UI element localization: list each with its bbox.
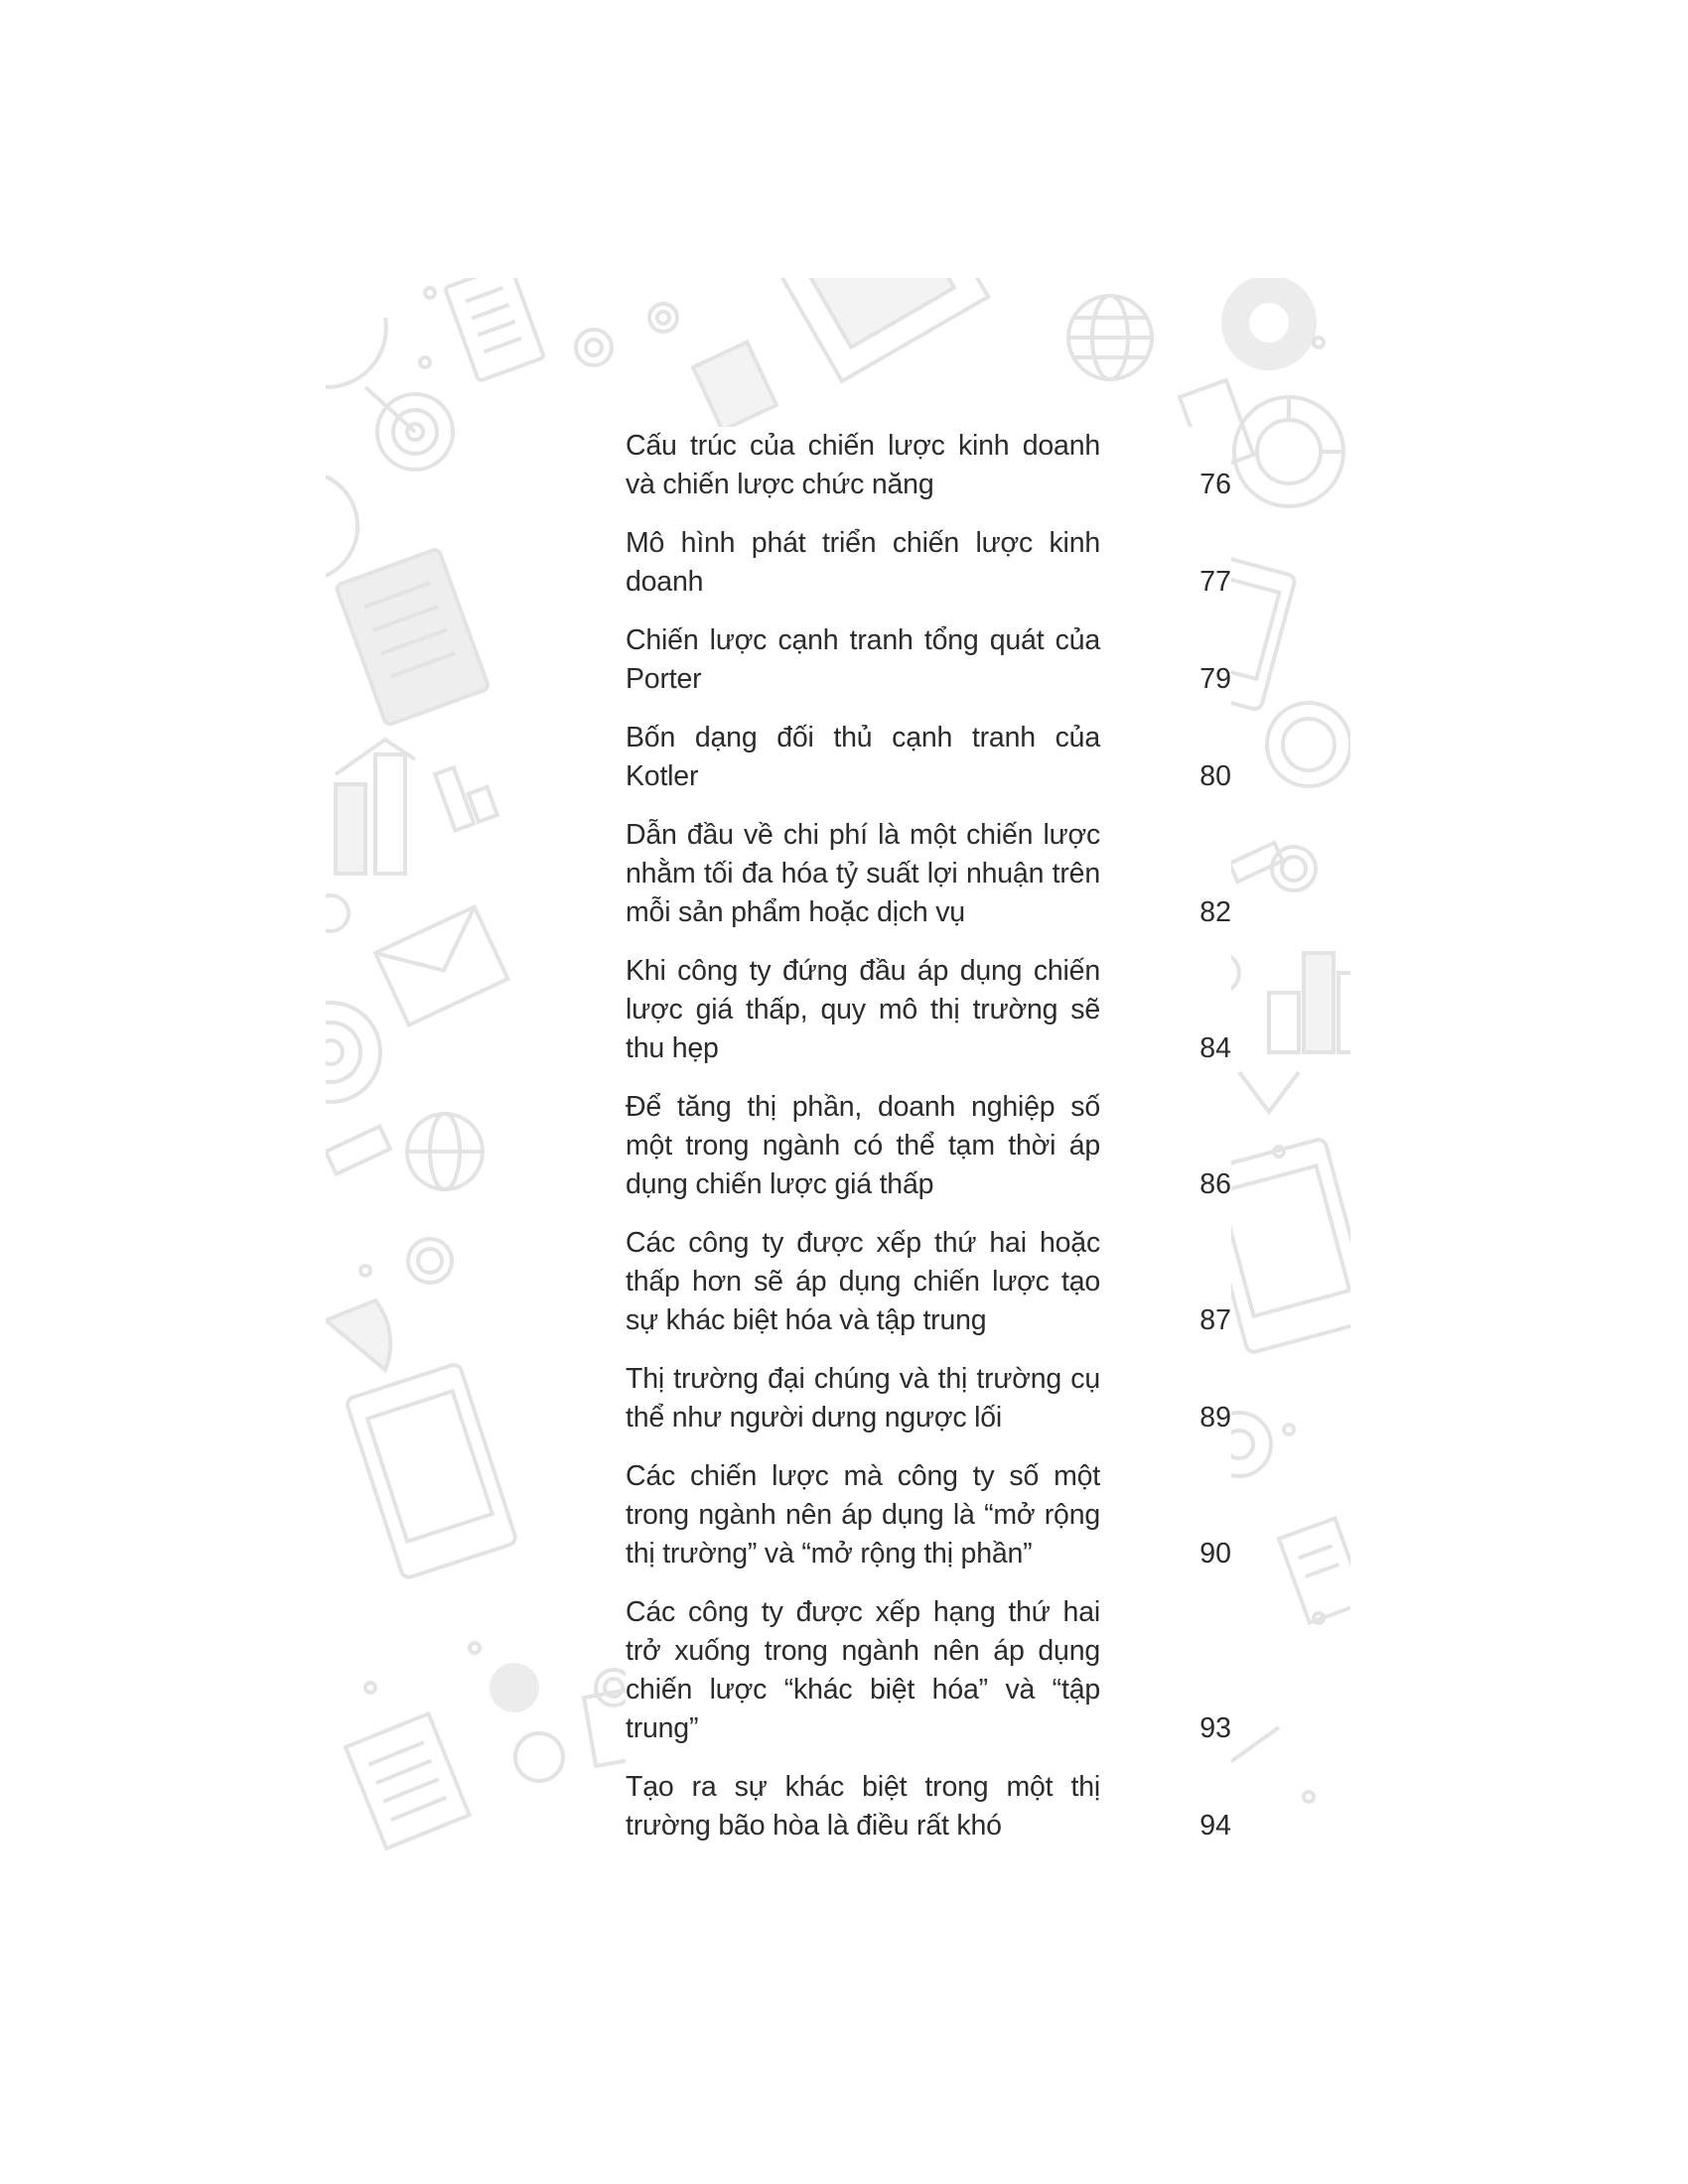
toc-entry-title: Các công ty được xếp hạng thứ hai trở xuống trong ngành nên áp dụng chiến lược “khác biệt hóa” và “tập trung” [626,1596,1100,1744]
toc-entry[interactable] [626,1088,1231,1204]
bar-chart-icon [435,759,497,831]
toc-entry-page: 86 [1199,1168,1231,1200]
toc-entry[interactable] [626,719,1231,796]
toc-entry-page: 79 [1199,663,1231,695]
toc-entry-page: 82 [1199,896,1231,928]
toc-entry[interactable] [626,524,1231,602]
toc-entry-page: 93 [1199,1712,1231,1744]
coin-icon [1267,703,1350,786]
coin-icon [408,1239,452,1283]
toc-entry[interactable] [626,1768,1231,1845]
document-icon [346,1713,470,1848]
toc-entry-title: Tạo ra sự khác biệt trong một thị trường bão hòa là điều rất khó [626,1771,1100,1842]
circle-icon [490,1663,563,1781]
toc-entry[interactable] [626,427,1231,504]
tag-icon [326,1127,390,1174]
bar-chart-icon [336,740,415,874]
toc-entry[interactable] [626,1593,1231,1748]
document-icon [445,278,544,381]
document-icon [1279,1518,1350,1622]
toc-entry[interactable] [626,816,1231,932]
toc-entry-page: 89 [1199,1402,1231,1433]
gear-icon [649,304,677,332]
toc-entry[interactable] [626,1224,1231,1340]
toc-entry-title: Cấu trúc của chiến lược kinh doanh và chiến lược chức năng [626,430,1100,500]
toc-entry-page: 77 [1199,566,1231,598]
envelope-icon [375,907,508,1025]
arrow-icon [1239,1072,1299,1112]
toc-entry-page: 84 [1199,1032,1231,1064]
gear-icon [576,330,612,365]
arc-icon [326,318,386,387]
toc-entry-page: 87 [1199,1304,1231,1336]
table-of-contents [626,427,1231,1865]
document-icon [693,342,776,431]
toc-entry-title: Mô hình phát triển chiến lược kinh doanh [626,527,1100,598]
globe-icon [1068,296,1152,379]
toc-entry-title: Bốn dạng đối thủ cạnh tranh của Kotler [626,722,1100,792]
tablet-icon [346,1363,517,1579]
toc-entry-title: Để tăng thị phần, doanh nghiệp số một trong ngành có thể tạm thời áp dụng chiến lược giá thấp [626,1091,1100,1200]
globe-icon [407,1114,483,1189]
toc-entry[interactable] [626,621,1231,699]
toc-entry-title: Các chiến lược mà công ty số một trong ngành nên áp dụng là “mở rộng thị trường” và “mở rộng thị phần” [626,1460,1100,1570]
toc-entry[interactable] [626,952,1231,1068]
toc-entry[interactable] [626,1360,1231,1437]
toc-entry-page: 94 [1199,1810,1231,1842]
toc-entry-title: Thị trường đại chúng và thị trường cụ thể như người dưng ngược lối [626,1363,1100,1433]
toc-entry-page: 76 [1199,469,1231,500]
target-icon [326,1003,380,1102]
arc-icon [326,477,357,576]
gear-icon [326,895,349,931]
toc-entry-title: Khi công ty đứng đầu áp dụng chiến lược giá thấp, quy mô thị trường sẽ thu hẹp [626,955,1100,1064]
dial-icon [1221,278,1317,370]
toc-entry-page: 90 [1199,1538,1231,1570]
toc-entry-title: Các công ty được xếp thứ hai hoặc thấp hơn sẽ áp dụng chiến lược tạo sự khác biệt hóa và tập trung [626,1227,1100,1336]
toc-entry-page: 80 [1199,760,1231,792]
book-icon [782,278,988,381]
toc-entry[interactable] [626,1457,1231,1573]
target-icon [365,387,453,470]
pie-chart-icon [326,1300,390,1370]
notebook-icon [336,548,490,726]
toc-entry-title: Dẫn đầu về chi phí là một chiến lược nhằm tối đa hóa tỷ suất lợi nhuận trên mỗi sản phẩm hoặc dịch vụ [626,819,1100,928]
toc-entry-title: Chiến lược cạnh tranh tổng quát của Porter [626,624,1100,695]
bar-chart-icon [1269,953,1350,1052]
